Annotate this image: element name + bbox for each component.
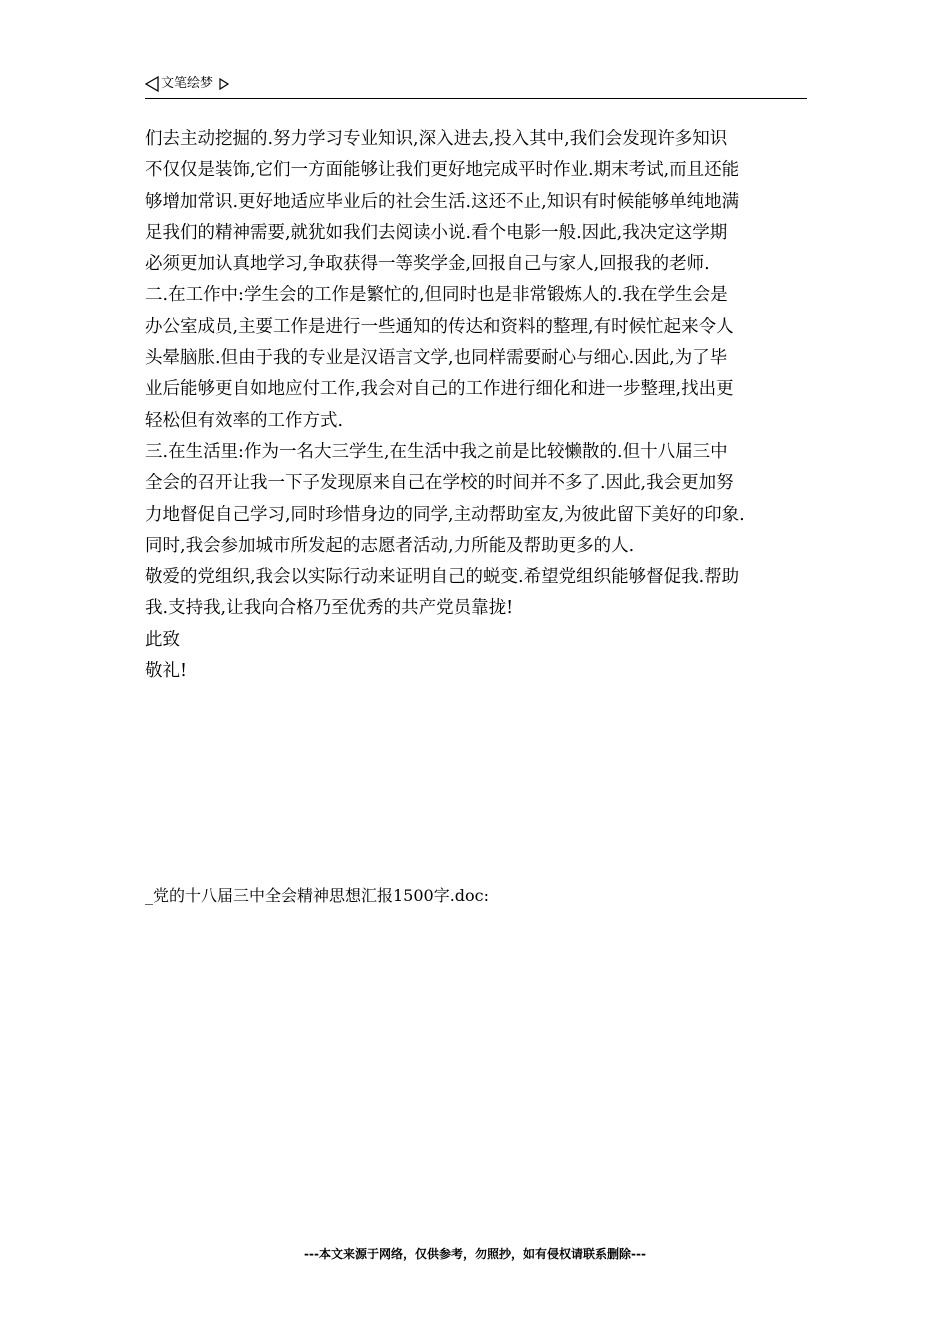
body-text — [145, 124, 813, 687]
body-line: 必须更加认真地学习,争取获得一等奖学金,回报自己与家人,回报我的老师. — [145, 254, 710, 275]
body-line: 够增加常识.更好地适应毕业后的社会生活.这还不止,知识有时候能够单纯地满 — [145, 191, 740, 212]
body-line: 敬礼! — [145, 661, 188, 682]
triangle-right-icon — [219, 78, 229, 90]
triangle-left-icon — [145, 76, 159, 92]
body-line: 们去主动挖掘的.努力学习专业知识,深入进去,投入其中,我们会发现许多知识 — [145, 129, 728, 149]
body-line: 三.在生活里:作为一名大三学生,在生活中我之前是比较懒散的.但十八届三中 — [145, 441, 728, 462]
body-line: 不仅仅是装饰,它们一方面能够让我们更好地完成平时作业.期末考试,而且还能 — [145, 160, 740, 181]
page-footer-disclaimer: ---本文来源于网络，仅供参考，勿照抄，如有侵权请联系删除--- — [304, 1247, 646, 1261]
body-line: 头晕脑胀.但由于我的专业是汉语言文学,也同样需要耐心与细心.因此,为了毕 — [145, 348, 728, 369]
document-filename-caption: _党的十八届三中全会精神思想汇报1500字.doc: — [145, 886, 490, 905]
body-line: 轻松但有效率的工作方式. — [145, 410, 344, 431]
body-line: 全会的召开让我一下子发现原来自己在学校的时间并不多了.因此,我会更加努 — [145, 473, 734, 494]
body-line: 同时,我会参加城市所发起的志愿者活动,力所能及帮助更多的人. — [145, 535, 635, 556]
body-line: 力地督促自己学习,同时珍惜身边的同学,主动帮助室友,为彼此留下美好的印象. — [145, 504, 745, 525]
body-line: 我.支持我,让我向合格乃至优秀的共产党员靠拢! — [145, 598, 514, 619]
header-brand: 文笔绘梦 — [161, 76, 214, 91]
body-line: 办公室成员,主要工作是进行一些通知的传达和资料的整理,有时候忙起来令人 — [145, 316, 734, 337]
body-line: 业后能够更自如地应付工作,我会对自己的工作进行细化和进一步整理,找出更 — [145, 379, 734, 400]
page-header — [145, 72, 807, 99]
body-line: 足我们的精神需要,就犹如我们去阅读小说.看个电影一般.因此,我决定这学期 — [145, 222, 728, 243]
body-line: 二.在工作中:学生会的工作是繁忙的,但同时也是非常锻炼人的.我在学生会是 — [145, 285, 728, 306]
body-line: 敬爱的党组织,我会以实际行动来证明自己的蜕变.希望党组织能够督促我.帮助 — [145, 567, 740, 588]
body-line: 此致 — [145, 629, 180, 650]
